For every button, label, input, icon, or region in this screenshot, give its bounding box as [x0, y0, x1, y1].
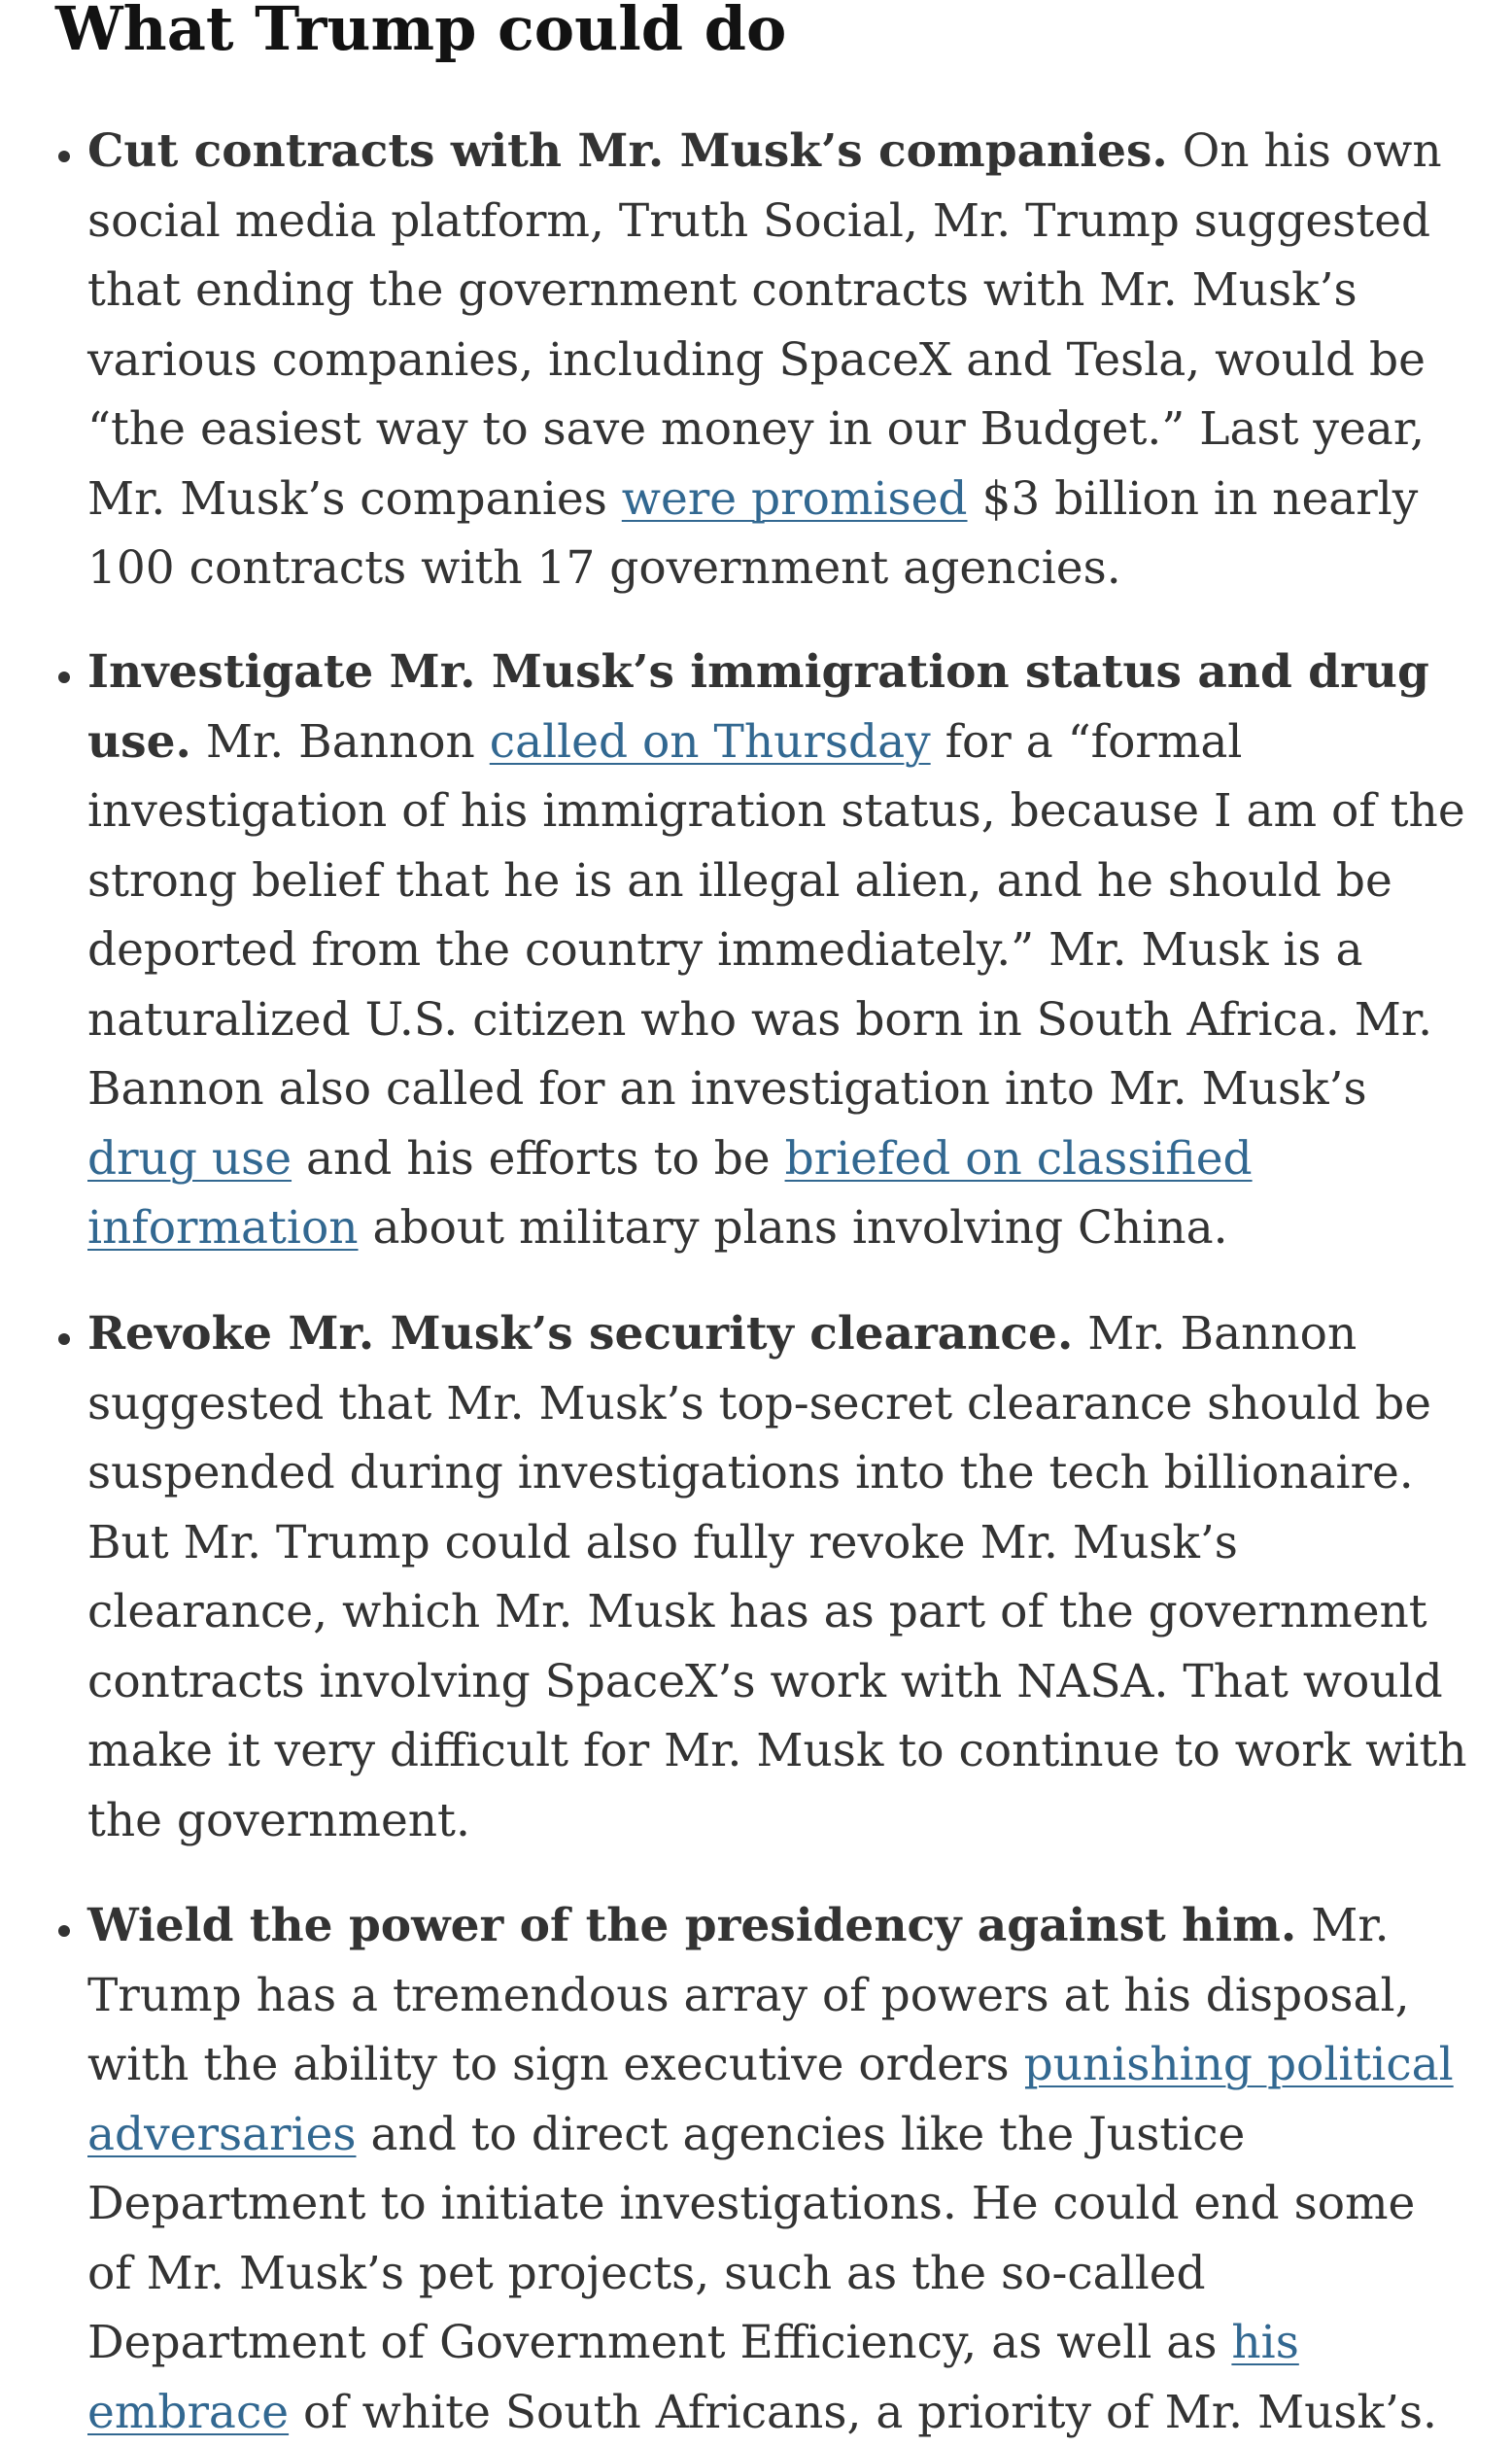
list-item: [87, 638, 1467, 1263]
link-were-promised[interactable]: were promised: [621, 471, 968, 526]
bullet-icon: [58, 1333, 70, 1345]
list-item: [87, 117, 1467, 603]
item-text: Mr. Trump has a tremendous array of powers at his disposal, with the ability to sign executive orders: [87, 1899, 1410, 2091]
link-briefed-on-classified-information[interactable]: briefed on classified information: [87, 1131, 1253, 1255]
item-text: of white South Africans, a priority of Mr. Musk’s.: [289, 2385, 1437, 2439]
item-lead: Cut contracts with Mr. Musk’s companies.: [87, 124, 1168, 178]
link-drug-use[interactable]: drug use: [87, 1131, 292, 1186]
link-punishing-political-adversaries[interactable]: punishing political adversaries: [87, 2038, 1454, 2161]
bullet-icon: [58, 151, 70, 162]
item-text: and his efforts to be: [292, 1131, 785, 1186]
item-lead: Revoke Mr. Musk’s security clearance.: [87, 1307, 1074, 1361]
item-text: about military plans involving China.: [358, 1201, 1228, 1255]
list-item: [87, 1299, 1467, 1855]
list-item: [87, 1891, 1467, 2447]
item-lead: Wield the power of the presidency against him.: [87, 1899, 1297, 1952]
link-his-embrace[interactable]: his embrace: [87, 2316, 1299, 2439]
bullet-icon: [58, 672, 70, 683]
item-lead: Investigate Mr. Musk’s immigration status and drug use.: [87, 645, 1429, 769]
item-text: Mr. Bannon: [190, 714, 490, 769]
item-text: and to direct agencies like the Justice Department to initiate investigations. He could end some of Mr. Musk’s pet projects, such as the so-called Department of Government Efficiency, as well as: [87, 2107, 1416, 2369]
bullet-icon: [58, 1925, 70, 1937]
section-heading: What Trump could do: [55, 0, 787, 64]
link-called-on-thursday[interactable]: called on Thursday: [489, 714, 931, 769]
item-text: $3 billion in nearly 100 contracts with 17 government agencies.: [87, 471, 1419, 595]
item-text: On his own social media platform, Truth Social, Mr. Trump suggested that ending the government contracts with Mr. Musk’s various companies, including SpaceX and Tesla, would be “the easiest way to save money in our Budget.” Last year, Mr. Musk’s companies: [87, 124, 1442, 526]
item-text: for a “formal investigation of his immigration status, because I am of the strong belief that he is an illegal alien, and he should be deported from the country immediately.” Mr. Musk is a naturalized U.S. citizen who was born in South Africa. Mr. Bannon also called for an investigation into Mr. Musk’s: [87, 714, 1465, 1116]
item-text: Mr. Bannon suggested that Mr. Musk’s top-secret clearance should be suspended during investigations into the tech billionaire. But Mr. Trump could also fully revoke Mr. Musk’s clearance, which Mr. Musk has as part of the government contracts involving SpaceX’s work with NASA. That would make it very difficult for Mr. Musk to continue to work with the government.: [87, 1307, 1467, 1847]
